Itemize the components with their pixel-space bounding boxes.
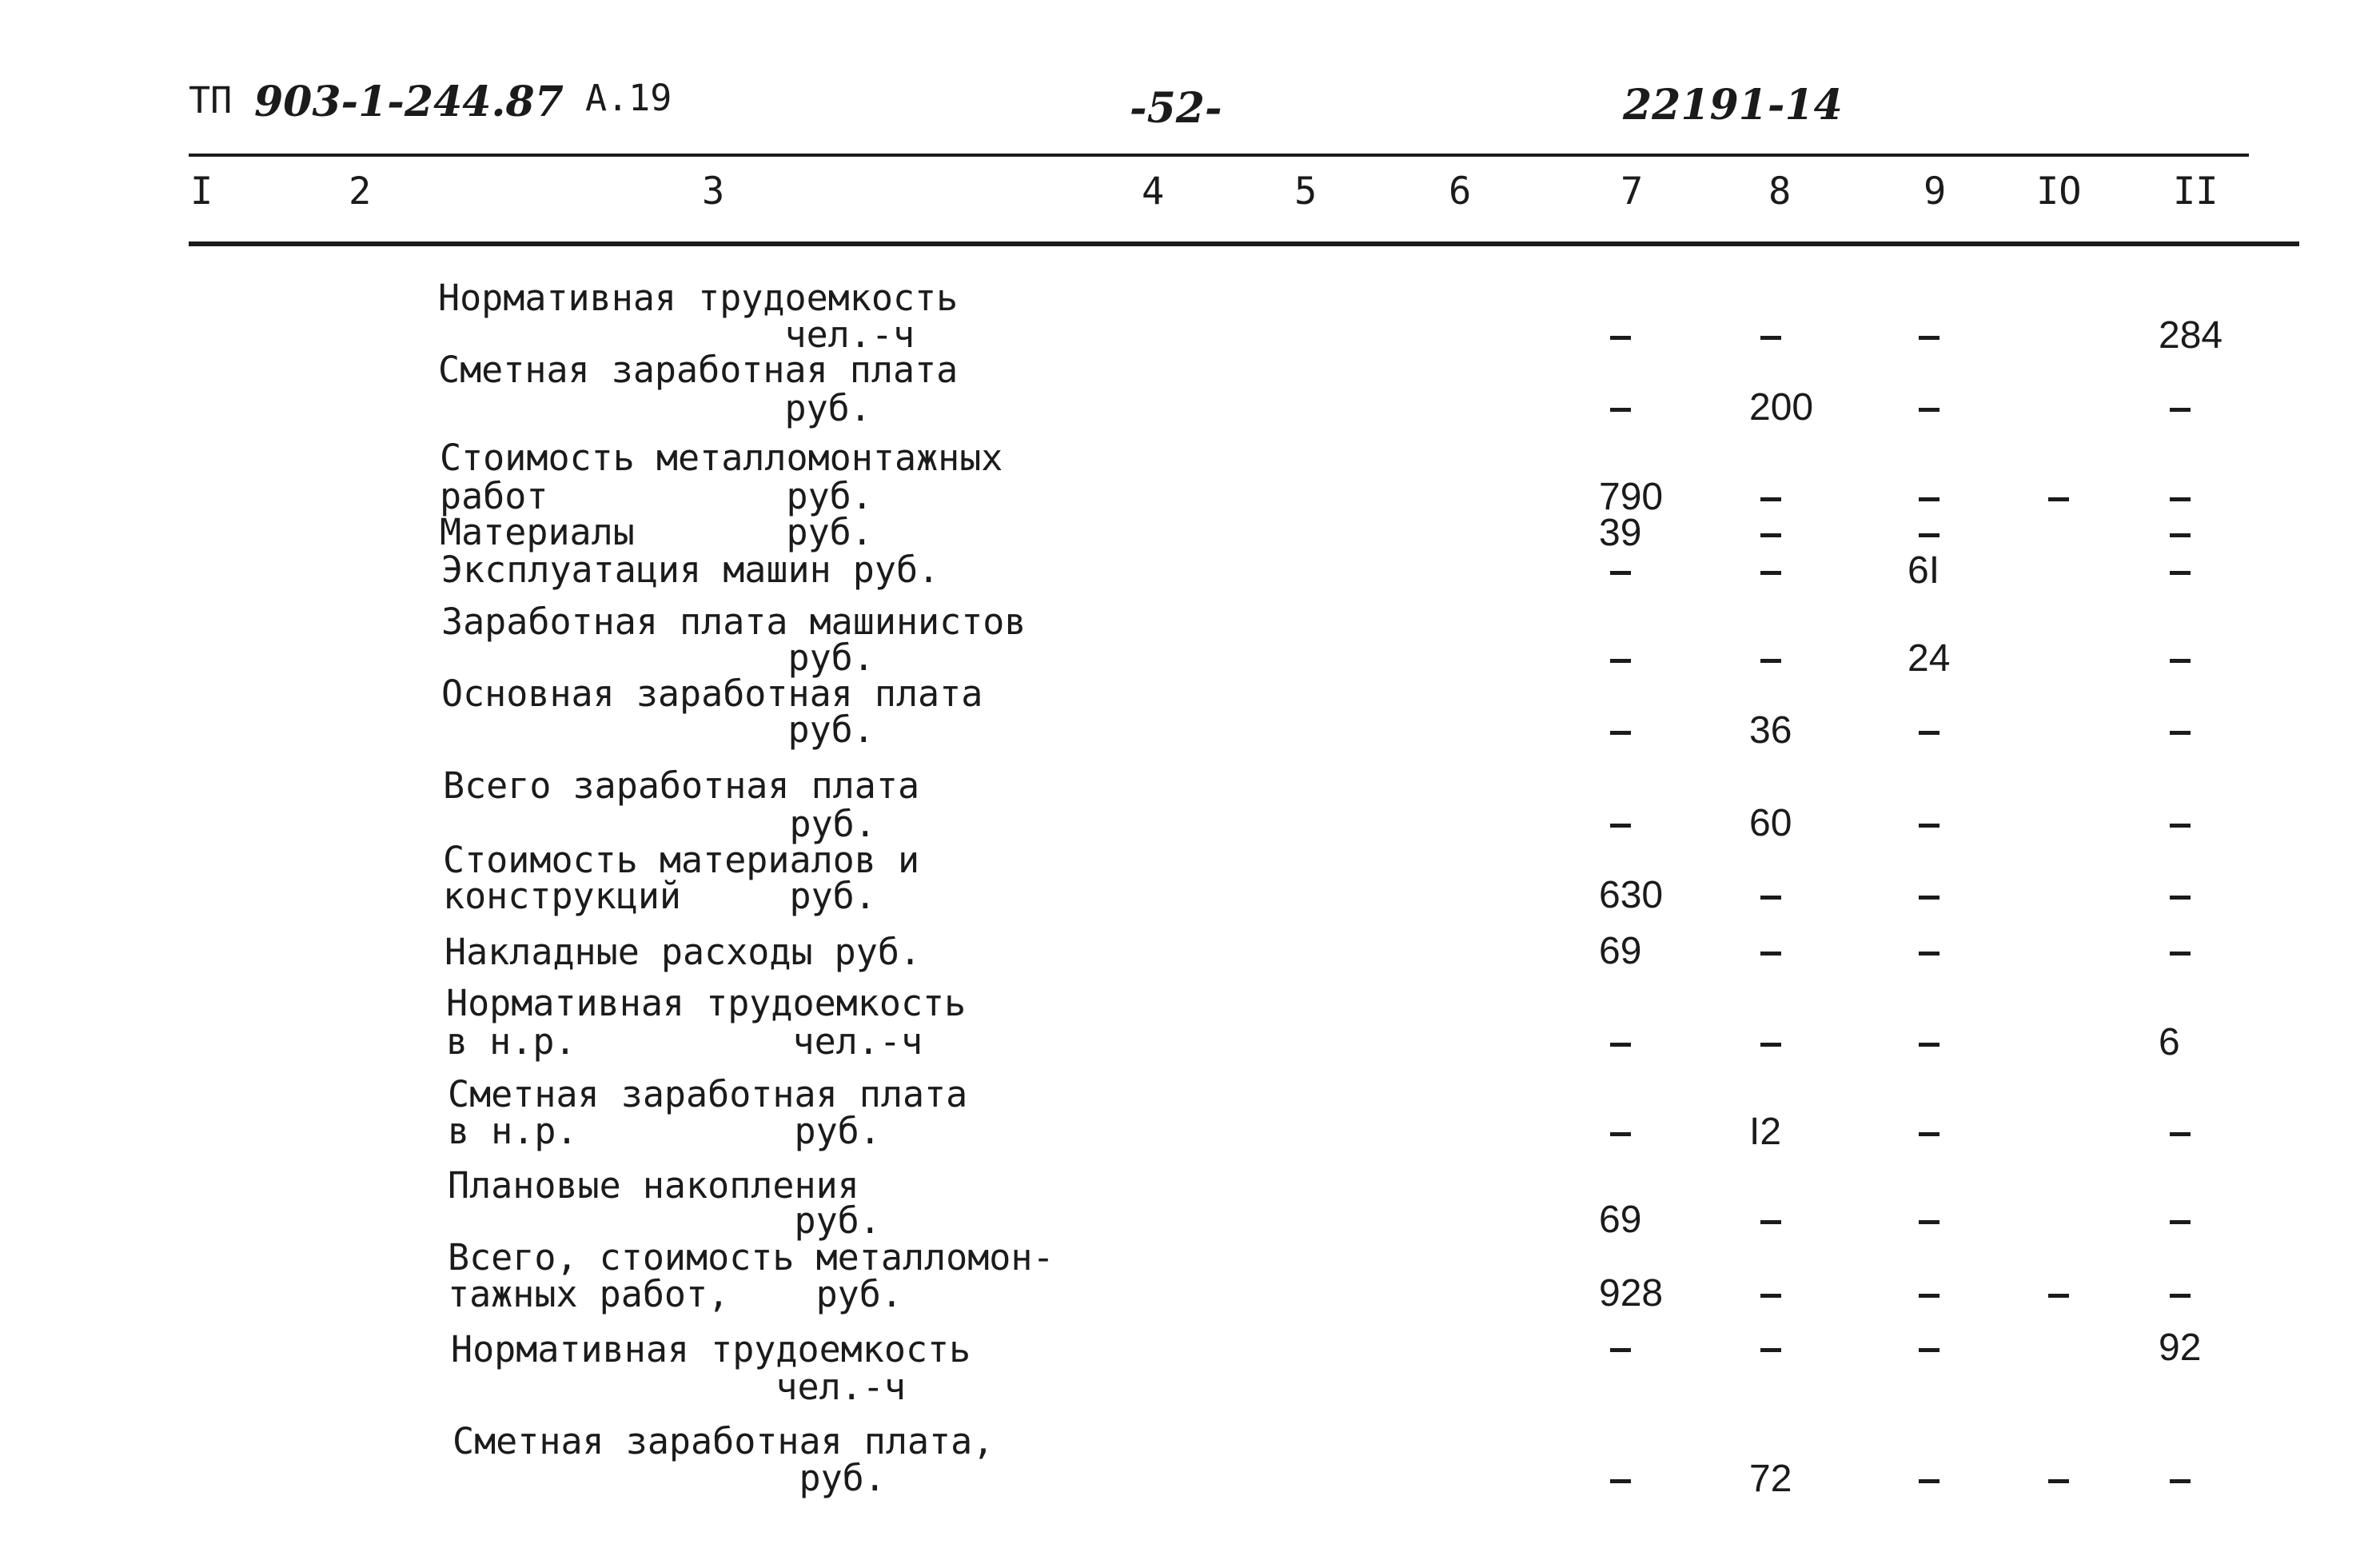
cell-dash [1760,896,1781,900]
cell-dash [2170,1220,2191,1224]
cell-dash [1919,336,1939,340]
cell-dash [1610,1043,1631,1047]
row-label: Сметная заработная плата [438,349,959,391]
column-number: 2 [349,170,372,213]
cell-dash [2170,497,2191,501]
row-label: конструкций руб. [443,875,876,917]
cell-dash [1760,533,1781,537]
row-label: Стоимость материалов и [443,839,920,881]
page-number: -52- [1130,84,1222,133]
row-label: Материалы руб. [440,511,873,553]
cell-value: 69 [1599,1199,1642,1241]
column-number: IO [2036,170,2082,213]
column-number: 4 [1142,170,1165,213]
cell-dash [1919,1348,1939,1352]
cell-dash [1760,1220,1781,1224]
cell-dash [1610,731,1631,735]
cell-dash [2170,1132,2191,1136]
row-label: руб. [441,708,875,751]
row-label: Нормативная трудоемкость [446,982,967,1024]
cell-dash [2170,408,2191,412]
row-label: руб. [438,387,871,429]
cell-value: I2 [1749,1111,1782,1153]
cell-value: 72 [1749,1458,1792,1500]
cell-dash [2048,1294,2069,1298]
cell-dash [1760,497,1781,501]
cell-value: 790 [1599,476,1664,518]
cell-dash [1919,896,1939,900]
cell-dash [2170,571,2191,575]
cell-dash [2048,497,2069,501]
column-number: 9 [1924,170,1947,213]
column-number: 8 [1768,170,1792,213]
row-label: Сметная заработная плата, [452,1420,995,1462]
cell-dash [1610,408,1631,412]
cell-value: 69 [1599,930,1642,972]
table-header-rule [189,241,2299,246]
table-top-rule [189,154,2249,157]
cell-dash [1760,336,1781,340]
cell-dash [2170,1479,2191,1483]
cell-dash [1919,731,1939,735]
row-label: Всего заработная плата [443,764,920,807]
cell-dash [1760,952,1781,956]
column-number: I [190,170,213,213]
row-label: чел.-ч [438,313,915,356]
column-number: 7 [1621,170,1644,213]
row-label: руб. [448,1199,881,1242]
cell-dash [1760,571,1781,575]
column-number: 6 [1449,170,1472,213]
cell-dash [1919,1043,1939,1047]
cell-value: 200 [1749,386,1814,429]
archive-code: 22191-14 [1623,81,1843,130]
cell-dash [1760,659,1781,663]
cell-dash [1610,824,1631,828]
cell-value: 39 [1599,512,1642,554]
doc-prefix: ТП [189,79,233,122]
cell-dash [1919,533,1939,537]
row-label: Основная заработная плата [441,672,983,715]
column-number: II [2173,170,2219,213]
cell-dash [1919,824,1939,828]
cell-dash [1919,1220,1939,1224]
cell-dash [2170,731,2191,735]
cell-value: 6 [2159,1021,2180,1063]
cell-dash [1610,1479,1631,1483]
cell-dash [1610,571,1631,575]
cell-dash [1919,1132,1939,1136]
cell-dash [2170,533,2191,537]
row-label: тажных работ, руб. [448,1273,903,1315]
cell-dash [1760,1043,1781,1047]
row-label: в н.р. чел.-ч [446,1020,923,1063]
cell-dash [2048,1479,2069,1483]
cell-dash [1610,659,1631,663]
row-label: Заработная плата машинистов [441,600,1027,643]
cell-dash [1760,1348,1781,1352]
cell-dash [2170,824,2191,828]
cell-dash [1760,1294,1781,1298]
cell-dash [2170,659,2191,663]
row-label: руб. [452,1457,886,1499]
cell-dash [1610,336,1631,340]
row-label: в н.р. руб. [448,1110,881,1152]
column-number: 5 [1294,170,1318,213]
cell-value: 928 [1599,1272,1664,1315]
cell-value: 36 [1749,709,1792,752]
row-label: руб. [443,803,876,845]
row-label: Нормативная трудоемкость [451,1328,971,1371]
cell-value: 630 [1599,874,1664,916]
column-number: 3 [702,170,725,213]
cell-value: 92 [2159,1327,2202,1369]
cell-value: 284 [2159,314,2223,357]
row-label: Накладные расходы руб. [445,931,922,973]
doc-number: 903-1-244.87 [254,78,564,126]
row-label: руб. [441,636,875,679]
cell-value: 24 [1908,637,1951,680]
row-label: Плановые накопления [448,1164,859,1207]
cell-dash [2170,952,2191,956]
cell-dash [1919,1294,1939,1298]
cell-dash [1919,408,1939,412]
row-label: чел.-ч [451,1366,906,1408]
cell-dash [1919,952,1939,956]
row-label: Стоимость металломонтажных [440,437,1003,479]
cell-dash [2170,1294,2191,1298]
row-label: Эксплуатация машин руб. [441,549,940,591]
row-label: Нормативная трудоемкость [438,277,959,319]
cell-dash [2170,896,2191,900]
cell-value: 6I [1908,549,1940,592]
row-label: работ руб. [440,475,873,517]
row-label: Сметная заработная плата [448,1073,968,1115]
album-number: А.19 [585,77,672,119]
cell-dash [1919,1479,1939,1483]
cell-dash [1610,1132,1631,1136]
cell-dash [1919,497,1939,501]
row-label: Всего, стоимость металломон- [448,1236,1054,1279]
cell-value: 60 [1749,802,1792,844]
cell-dash [1610,1348,1631,1352]
